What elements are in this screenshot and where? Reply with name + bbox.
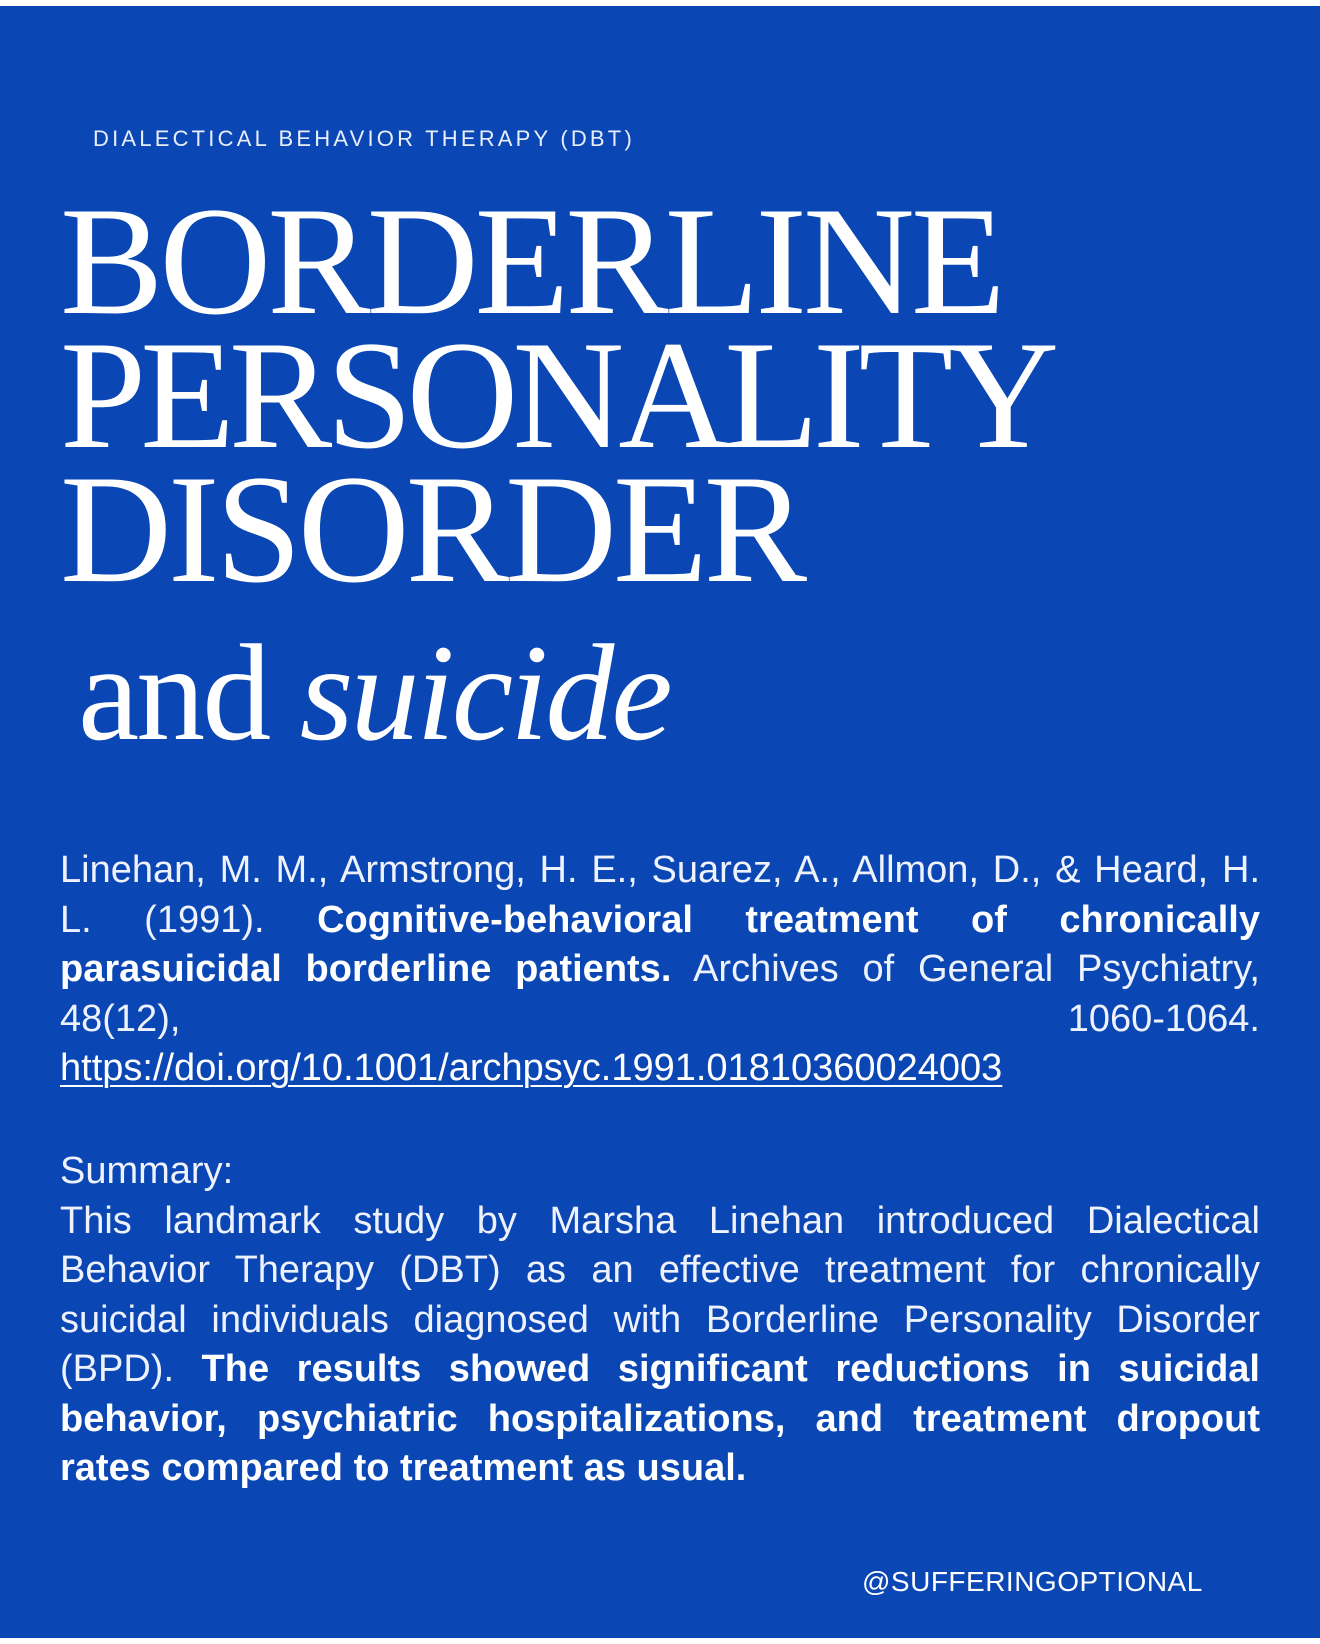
post-card — [0, 6, 1320, 1638]
doi-link[interactable]: https://doi.org/10.1001/archpsyc.1991.01810360024003 — [60, 1047, 1003, 1089]
citation-source: Archives of General Psychiatry, 48(12), 1060-1064. — [60, 948, 1260, 1040]
account-handle: @SUFFERINGOPTIONAL — [862, 1566, 1203, 1597]
citation-paragraph — [60, 846, 1260, 1094]
subtitle-italic: suicide — [299, 616, 670, 769]
main-title — [60, 175, 1054, 615]
summary-highlight: The results showed significant reductions in suicidal behavior, psychiatric hospitalizations, and treatment dropout rates compared to treatment as usual. — [60, 1348, 1260, 1489]
citation-article-title: Cognitive-behavioral treatment of chronically parasuicidal borderline patients. — [60, 898, 1260, 990]
subtitle-plain: and — [78, 616, 269, 769]
summary-text: This landmark study by Marsha Linehan introduced Dialectical Behavior Therapy (DBT) as an effective treatment for chronically suicidal individuals diagnosed with Borderline Personality Disorder (BPD). — [60, 1199, 1260, 1390]
citation-authors: Linehan, M. M., Armstrong, H. E., Suarez, A., Allmon, D., & Heard, H. L. (1991). — [60, 849, 1260, 941]
title-line-borderline: BORDERLINE — [60, 175, 1002, 347]
title-line-personality: PERSONALITY — [60, 309, 1054, 481]
title-line-disorder: DISORDER — [60, 443, 804, 615]
summary-paragraph — [60, 1147, 1260, 1494]
kicker-label: DIALECTICAL BEHAVIOR THERAPY (DBT) — [93, 126, 635, 151]
summary-label: Summary: — [60, 1150, 234, 1192]
subtitle — [78, 618, 670, 768]
